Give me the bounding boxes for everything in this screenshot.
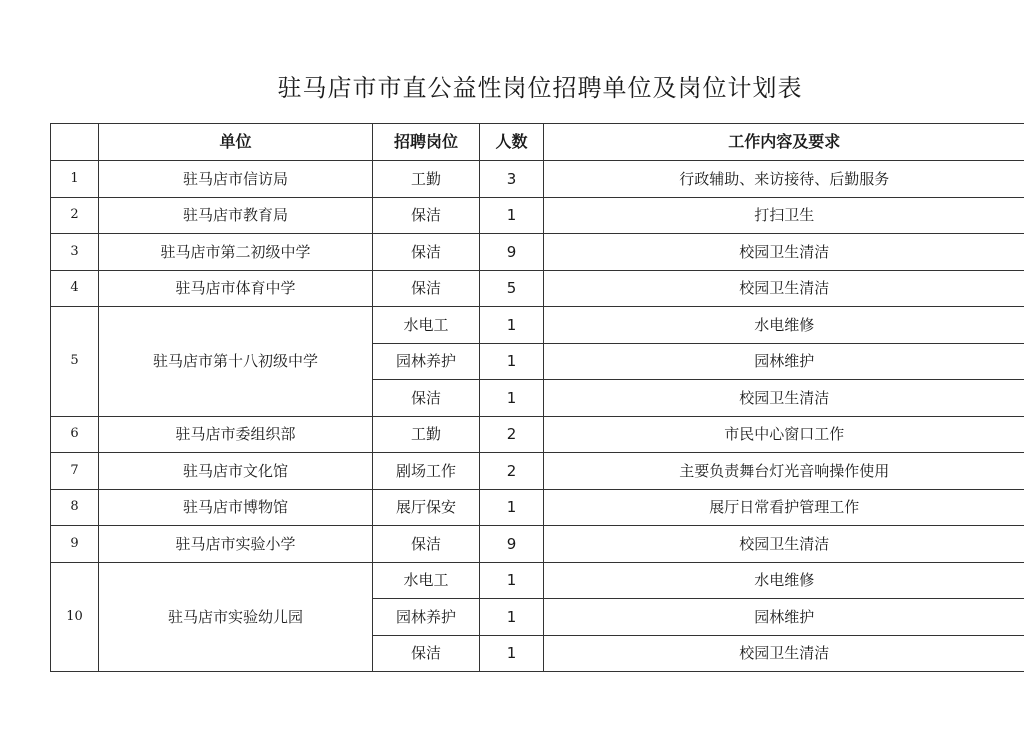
row-unit: 驻马店市信访局 (99, 161, 373, 198)
table-row (51, 526, 1024, 563)
row-description: 水电维修 (544, 562, 1024, 599)
table-row (51, 161, 1024, 198)
row-description: 展厅日常看护管理工作 (544, 489, 1024, 526)
row-description: 市民中心窗口工作 (544, 416, 1024, 453)
row-description: 校园卫生清洁 (544, 270, 1024, 307)
table-row (51, 234, 1024, 271)
header-description: 工作内容及要求 (544, 124, 1024, 161)
header-count: 人数 (480, 124, 544, 161)
row-post: 保洁 (373, 234, 480, 271)
row-post: 水电工 (373, 562, 480, 599)
row-count: 9 (480, 526, 544, 563)
row-unit: 驻马店市实验小学 (99, 526, 373, 563)
row-count: 1 (480, 307, 544, 344)
table-row (51, 453, 1024, 490)
row-unit: 驻马店市实验幼儿园 (99, 562, 373, 672)
row-description: 校园卫生清洁 (544, 635, 1024, 672)
row-post: 水电工 (373, 307, 480, 344)
row-count: 1 (480, 562, 544, 599)
row-unit: 驻马店市第十八初级中学 (99, 307, 373, 417)
row-unit: 驻马店市委组织部 (99, 416, 373, 453)
page-title: 驻马店市市直公益性岗位招聘单位及岗位计划表 (277, 74, 803, 102)
table-row (51, 416, 1024, 453)
row-post: 展厅保安 (373, 489, 480, 526)
row-unit: 驻马店市教育局 (99, 197, 373, 234)
row-count: 1 (480, 197, 544, 234)
row-unit: 驻马店市文化馆 (99, 453, 373, 490)
row-description: 水电维修 (544, 307, 1024, 344)
row-count: 1 (480, 599, 544, 636)
row-post: 园林养护 (373, 343, 480, 380)
row-post: 园林养护 (373, 599, 480, 636)
header-unit: 单位 (99, 124, 373, 161)
row-post: 工勤 (373, 161, 480, 198)
row-index: 5 (51, 307, 99, 417)
row-index: 6 (51, 416, 99, 453)
row-index: 2 (51, 197, 99, 234)
row-post: 保洁 (373, 380, 480, 417)
row-count: 1 (480, 635, 544, 672)
row-post: 工勤 (373, 416, 480, 453)
row-count: 9 (480, 234, 544, 271)
table-row (51, 197, 1024, 234)
row-description: 校园卫生清洁 (544, 380, 1024, 417)
row-index: 4 (51, 270, 99, 307)
row-post: 保洁 (373, 635, 480, 672)
table-row (51, 489, 1024, 526)
row-index: 3 (51, 234, 99, 271)
row-count: 1 (480, 343, 544, 380)
row-count: 2 (480, 453, 544, 490)
row-post: 保洁 (373, 270, 480, 307)
table-header-row (51, 124, 1024, 161)
row-index: 7 (51, 453, 99, 490)
header-index (51, 124, 99, 161)
row-description: 打扫卫生 (544, 197, 1024, 234)
row-count: 3 (480, 161, 544, 198)
row-unit: 驻马店市体育中学 (99, 270, 373, 307)
row-count: 2 (480, 416, 544, 453)
row-post: 保洁 (373, 197, 480, 234)
row-unit: 驻马店市第二初级中学 (99, 234, 373, 271)
row-post: 保洁 (373, 526, 480, 563)
row-index: 1 (51, 161, 99, 198)
table-row (51, 307, 1024, 344)
row-index: 10 (51, 562, 99, 672)
row-description: 校园卫生清洁 (544, 526, 1024, 563)
row-count: 1 (480, 380, 544, 417)
table-row (51, 562, 1024, 599)
row-index: 8 (51, 489, 99, 526)
table-row (51, 270, 1024, 307)
row-index: 9 (51, 526, 99, 563)
row-description: 园林维护 (544, 343, 1024, 380)
row-description: 行政辅助、来访接待、后勤服务 (544, 161, 1024, 198)
row-unit: 驻马店市博物馆 (99, 489, 373, 526)
header-post: 招聘岗位 (373, 124, 480, 161)
row-count: 1 (480, 489, 544, 526)
row-description: 校园卫生清洁 (544, 234, 1024, 271)
row-description: 主要负责舞台灯光音响操作使用 (544, 453, 1024, 490)
row-count: 5 (480, 270, 544, 307)
recruitment-plan-table (50, 123, 1024, 672)
row-description: 园林维护 (544, 599, 1024, 636)
row-post: 剧场工作 (373, 453, 480, 490)
